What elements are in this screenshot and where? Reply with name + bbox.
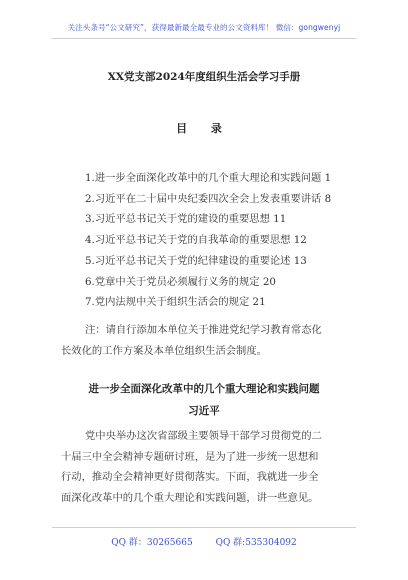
footer-divider xyxy=(52,527,356,528)
body-paragraph xyxy=(61,426,357,509)
section-author: 习近平 xyxy=(188,405,220,417)
toc-item: 6.党章中关于党员必须履行义务的规定 20 xyxy=(85,275,276,288)
toc-item: 7.党内法规中关于组织生活会的规定 21 xyxy=(85,296,266,309)
body-line: 十届三中全会精神专题研讨班，是为了进一步统一思想和 xyxy=(61,450,319,463)
toc-item: 3.习近平总书记关于党的建设的重要思想 11 xyxy=(85,213,287,226)
toc-item: 5.习近平总书记关于党的纪律建设的重要论述 13 xyxy=(85,254,307,267)
footer xyxy=(0,535,408,548)
header-banner: 关注头条号“公文研究”，获得最新最全最专业的公文资料库！ 微信：gongwenyj xyxy=(67,23,341,32)
body-line: 党中央举办这次省部级主要领导干部学习贯彻党的二 xyxy=(85,430,322,442)
table-of-contents xyxy=(85,168,355,313)
document-title: XX党支部2024年度组织生活会学习手册 xyxy=(107,71,301,83)
toc-item: 2.习近平在二十届中央纪委四次全会上发表重要讲话 8 xyxy=(85,192,332,205)
footer-qq-group-2: QQ 群:535304092 xyxy=(215,538,297,548)
section-title: 进一步全面深化改革中的几个重大理论和实践问题 xyxy=(88,383,320,395)
toc-item: 4.习近平总书记关于党的自我革命的重要思想 12 xyxy=(85,234,307,247)
body-line: 行动，推动全会精神更好贯彻落实。下面，我就进一步全 xyxy=(61,471,319,484)
toc-note-line: 注：请自行添加本单位关于推进党纪学习教育常态化 xyxy=(85,324,322,336)
body-line: 面深化改革中的几个重大理论和实践问题，讲一些意见。 xyxy=(61,492,319,505)
header-divider xyxy=(52,38,356,39)
toc-heading: 目 录 xyxy=(176,122,232,135)
toc-note xyxy=(61,320,357,362)
footer-qq-group-1: QQ 群：30265665 xyxy=(111,538,193,548)
toc-item: 1.进一步全面深化改革中的几个重大理论和实践问题 1 xyxy=(85,172,332,184)
toc-note-line: 长效化的工作方案及本单位组织生活会制度。 xyxy=(61,345,267,357)
